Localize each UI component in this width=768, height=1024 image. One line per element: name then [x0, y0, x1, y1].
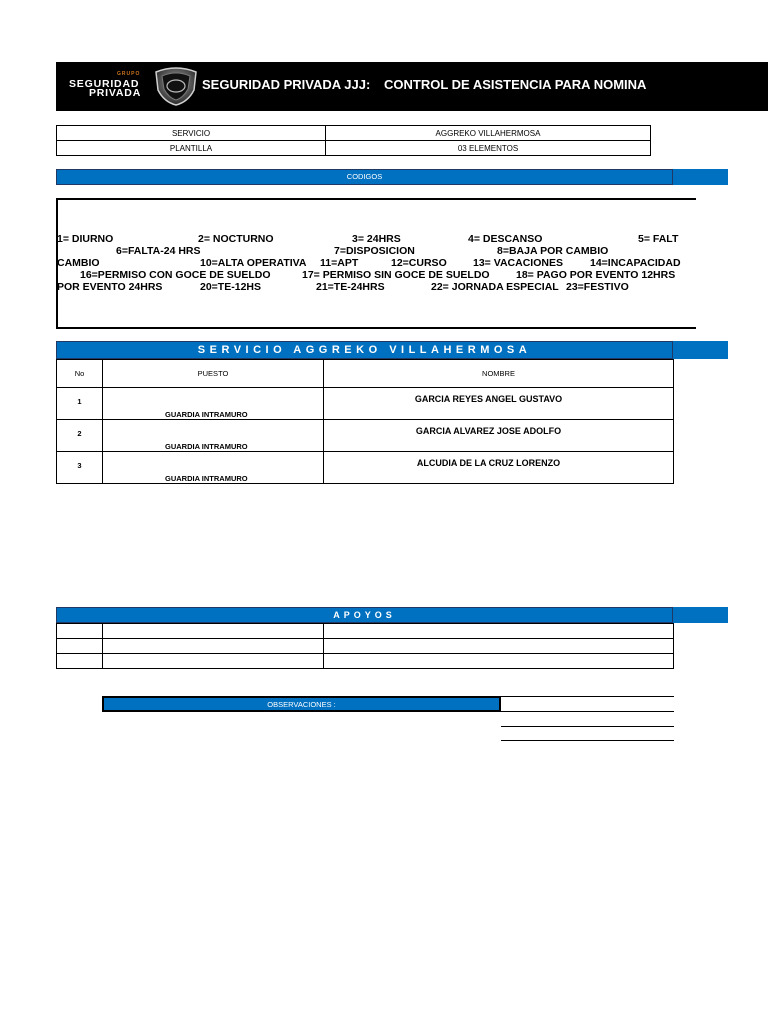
- apoyos-cell[interactable]: [324, 639, 674, 654]
- code-item: 3= 24HRS: [352, 233, 401, 245]
- table-row: [57, 388, 674, 420]
- row-no: 3: [57, 452, 103, 484]
- code-item: 16=PERMISO CON GOCE DE SUELDO: [80, 269, 271, 281]
- servicio-header-extension: [673, 341, 728, 359]
- row-nombre: ALCUDIA DE LA CRUZ LORENZO: [324, 452, 674, 484]
- code-item: 22= JORNADA ESPECIAL: [431, 281, 559, 293]
- row-puesto: GUARDIA INTRAMURO: [103, 388, 324, 420]
- column-header-no: No: [57, 360, 103, 388]
- column-header-nombre: NOMBRE: [324, 360, 674, 388]
- apoyos-cell[interactable]: [324, 624, 674, 639]
- table-row: [57, 452, 674, 484]
- observaciones-line[interactable]: [501, 696, 674, 711]
- apoyos-cell[interactable]: [57, 624, 103, 639]
- code-item: 4= DESCANSO: [468, 233, 543, 245]
- code-item: 14=INCAPACIDAD: [590, 257, 681, 269]
- observaciones-header: OBSERVACIONES :: [102, 696, 501, 712]
- code-item: 5= FALT: [638, 233, 679, 245]
- apoyos-cell[interactable]: [57, 654, 103, 669]
- table-row: [57, 654, 674, 669]
- code-item: 8=BAJA POR CAMBIO: [497, 245, 609, 257]
- apoyos-cell[interactable]: [57, 639, 103, 654]
- codigos-header: CODIGOS: [56, 169, 673, 185]
- code-item: 6=FALTA-24 HRS: [116, 245, 201, 257]
- plantilla-label: PLANTILLA: [57, 141, 326, 156]
- code-item: 7=DISPOSICION: [334, 245, 415, 257]
- row-no: 2: [57, 420, 103, 452]
- code-item: 21=TE-24HRS: [316, 281, 385, 293]
- page-title: CONTROL DE ASISTENCIA PARA NOMINA: [384, 77, 647, 92]
- row-puesto: GUARDIA INTRAMURO: [103, 452, 324, 484]
- code-item: CAMBIO: [57, 257, 100, 269]
- logo-line1: SEGURIDAD: [69, 78, 140, 90]
- observaciones-line[interactable]: [501, 711, 674, 726]
- logo-grupo-text: GRUPO: [117, 71, 141, 77]
- code-item: 1= DIURNO: [57, 233, 114, 245]
- code-item: 20=TE-12HS: [200, 281, 261, 293]
- plantilla-value: 03 ELEMENTOS: [326, 141, 651, 156]
- code-item: 12=CURSO: [391, 257, 447, 269]
- staff-table: [56, 359, 674, 484]
- table-row: [57, 420, 674, 452]
- apoyos-header-extension: [673, 607, 728, 623]
- code-item: 11=APT: [320, 257, 359, 269]
- row-nombre: GARCIA REYES ANGEL GUSTAVO: [324, 388, 674, 420]
- company-name: SEGURIDAD PRIVADA JJJ:: [202, 77, 371, 92]
- apoyos-cell[interactable]: [103, 639, 324, 654]
- code-item: 18= PAGO POR EVENTO 12HRS: [516, 269, 676, 281]
- apoyos-table: [56, 623, 674, 669]
- column-header-puesto: PUESTO: [103, 360, 324, 388]
- servicio-value: AGGREKO VILLAHERMOSA: [326, 126, 651, 141]
- servicio-label: SERVICIO: [57, 126, 326, 141]
- code-item: 10=ALTA OPERATIVA: [200, 257, 307, 269]
- observaciones-line[interactable]: [501, 726, 674, 741]
- row-no: 1: [57, 388, 103, 420]
- row-puesto: GUARDIA INTRAMURO: [103, 420, 324, 452]
- service-info-table: [56, 125, 651, 156]
- table-row: [57, 639, 674, 654]
- logo-line2: PRIVADA: [89, 87, 142, 99]
- code-item: 17= PERMISO SIN GOCE DE SUELDO: [302, 269, 490, 281]
- row-nombre: GARCIA ALVAREZ JOSE ADOLFO: [324, 420, 674, 452]
- code-item: 2= NOCTURNO: [198, 233, 274, 245]
- code-item: 13= VACACIONES: [473, 257, 563, 269]
- header-bar-extension: [673, 62, 768, 111]
- table-row: [57, 624, 674, 639]
- servicio-section-header: SERVICIO AGGREKO VILLAHERMOSA: [56, 341, 673, 359]
- apoyos-cell[interactable]: [103, 624, 324, 639]
- apoyos-cell[interactable]: [103, 654, 324, 669]
- observaciones-lines[interactable]: [501, 696, 674, 742]
- apoyos-section-header: APOYOS: [56, 607, 673, 623]
- codigos-header-extension: [673, 169, 728, 185]
- code-item: 23=FESTIVO: [566, 281, 629, 293]
- apoyos-cell[interactable]: [324, 654, 674, 669]
- code-item: POR EVENTO 24HRS: [57, 281, 163, 293]
- shield-logo-icon: [150, 66, 202, 106]
